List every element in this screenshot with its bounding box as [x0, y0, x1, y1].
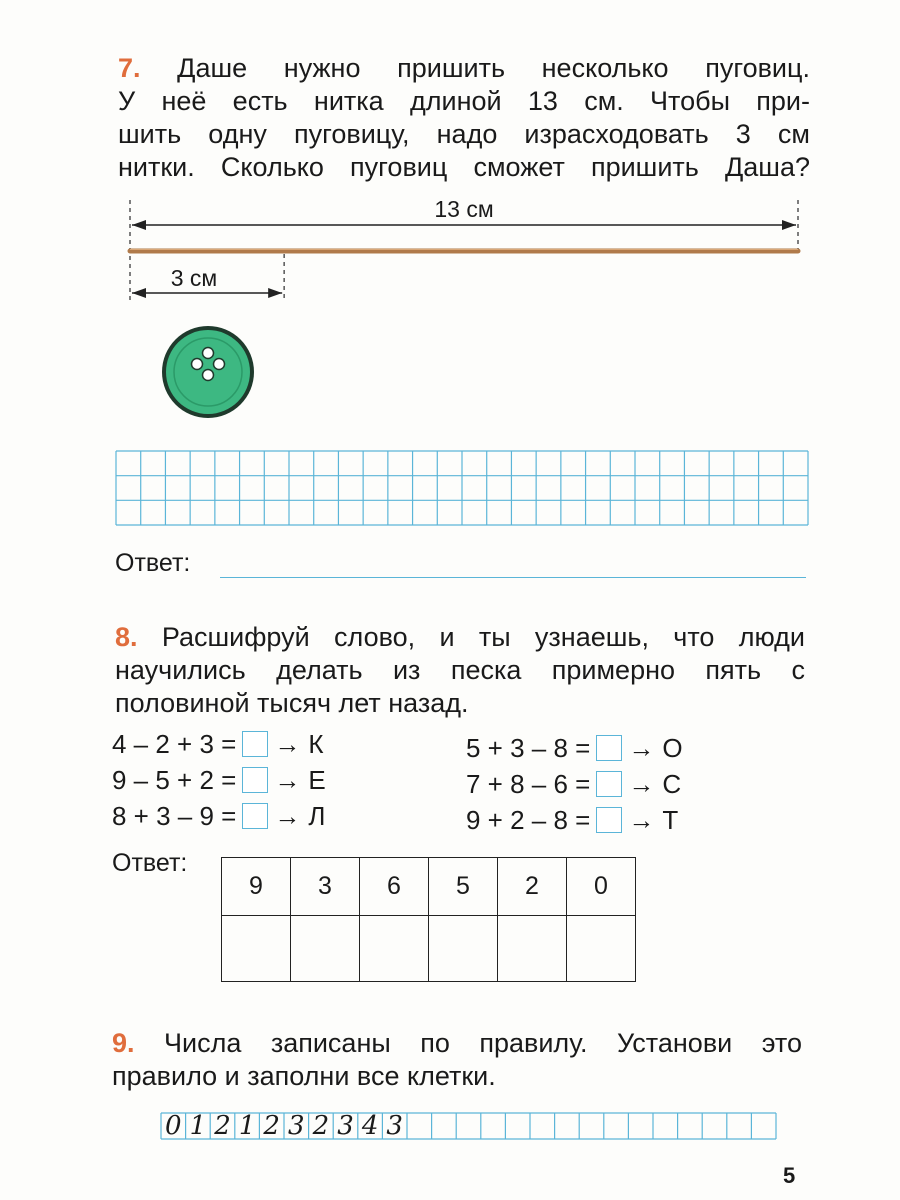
button-icon: [158, 322, 258, 422]
answer-digit-cell: 5: [429, 858, 498, 916]
equation-row: [466, 728, 683, 764]
equation-row: [112, 796, 326, 832]
equation-answer-box[interactable]: [596, 771, 622, 797]
sequence-value: 4: [361, 1111, 379, 1141]
sequence-value: 2: [263, 1111, 280, 1141]
sequence-value: 0: [165, 1111, 182, 1141]
number-sequence-strip: [160, 1112, 777, 1140]
task-7-line-4: нитки. Сколько пуговиц сможет пришить Даша?: [118, 152, 810, 182]
task-7-answer-line[interactable]: [220, 577, 806, 578]
sequence-value: 2: [214, 1111, 231, 1141]
equation-expression: 4 – 2 + 3 =: [112, 729, 237, 760]
task-8-text: [115, 621, 805, 720]
answer-digit-cell: 0: [567, 858, 636, 916]
answer-letter-cell[interactable]: [498, 916, 567, 982]
sequence-value: 2: [312, 1111, 330, 1141]
task-7-text: [118, 52, 810, 184]
answer-letter-cell[interactable]: [360, 916, 429, 982]
task-8-answer-table: [221, 857, 636, 982]
task-8-number: 8.: [115, 622, 138, 652]
arrow-icon: →: [628, 733, 655, 764]
arrow-icon: →: [274, 729, 301, 760]
task-9-line-2: правило и заполни все клетки.: [112, 1061, 496, 1091]
task-8-line-1: Расшифруй слово, и ты узнаешь, что люди: [161, 622, 805, 652]
equation-answer-box[interactable]: [242, 731, 268, 757]
task-9-number: 9.: [112, 1028, 135, 1058]
arrow-icon: →: [274, 801, 301, 832]
equation-expression: 5 + 3 – 8 =: [466, 733, 591, 764]
arrow-icon: →: [274, 765, 301, 796]
equation-row: [466, 764, 683, 800]
equation-row: [466, 800, 683, 836]
equation-answer-box[interactable]: [242, 767, 268, 793]
equation-expression: 9 + 2 – 8 =: [466, 805, 591, 836]
equations-left: [112, 724, 326, 832]
thread-diagram: [118, 192, 818, 312]
answer-digit-cell: 3: [291, 858, 360, 916]
task-7-number: 7.: [118, 53, 141, 83]
task-7-line-1: Даше нужно пришить несколько пуговиц.: [177, 53, 810, 83]
answer-digit-cell: 9: [222, 858, 291, 916]
equation-row: [112, 760, 326, 796]
equation-letter: К: [308, 729, 324, 760]
equation-answer-box[interactable]: [596, 807, 622, 833]
page-number: 5: [783, 1163, 796, 1188]
sequence-value: 3: [337, 1111, 354, 1141]
equation-expression: 7 + 8 – 6 =: [466, 769, 591, 800]
total-length-label: 13 см: [434, 196, 494, 222]
equation-expression: 8 + 3 – 9 =: [112, 801, 237, 832]
arrow-icon: →: [628, 769, 655, 800]
task-9-line-1: Числа записаны по правилу. Установи это: [164, 1028, 802, 1058]
task-7-line-3: шить одну пуговицу, надо израсходовать 3 см: [118, 119, 810, 149]
answer-letter-cell[interactable]: [567, 916, 636, 982]
task-7-answer-label: Ответ:: [115, 549, 191, 577]
task-9-text: [112, 1027, 802, 1093]
task-7-line-2: У неё есть нитка длиной 13 см. Чтобы при-: [118, 86, 810, 116]
task-8-line-2: научились делать из песка примерно пять с: [115, 655, 805, 685]
equation-answer-box[interactable]: [596, 735, 622, 761]
sequence-value: 3: [288, 1111, 305, 1141]
equations-right: [466, 728, 683, 836]
answer-letter-cell[interactable]: [291, 916, 360, 982]
equation-letter: Е: [308, 765, 326, 796]
equation-letter: Т: [662, 805, 679, 836]
equation-letter: О: [662, 733, 683, 764]
part-length-label: 3 см: [170, 265, 218, 291]
answer-digit-cell: 2: [498, 858, 567, 916]
arrow-icon: →: [628, 805, 655, 836]
sequence-value: 3: [386, 1111, 403, 1141]
equation-letter: Л: [308, 801, 326, 832]
task-7-answer-grid[interactable]: [115, 450, 809, 526]
sequence-value: 1: [189, 1111, 207, 1141]
answer-letter-cell[interactable]: [222, 916, 291, 982]
equation-expression: 9 – 5 + 2 =: [112, 765, 237, 796]
answer-digit-cell: 6: [360, 858, 429, 916]
equation-letter: С: [662, 769, 682, 800]
answer-letter-cell[interactable]: [429, 916, 498, 982]
equation-answer-box[interactable]: [242, 803, 268, 829]
equation-row: [112, 724, 326, 760]
sequence-value: 1: [238, 1111, 256, 1141]
task-8-line-3: половиной тысяч лет назад.: [115, 688, 469, 718]
task-8-answer-label: Ответ:: [112, 849, 188, 877]
